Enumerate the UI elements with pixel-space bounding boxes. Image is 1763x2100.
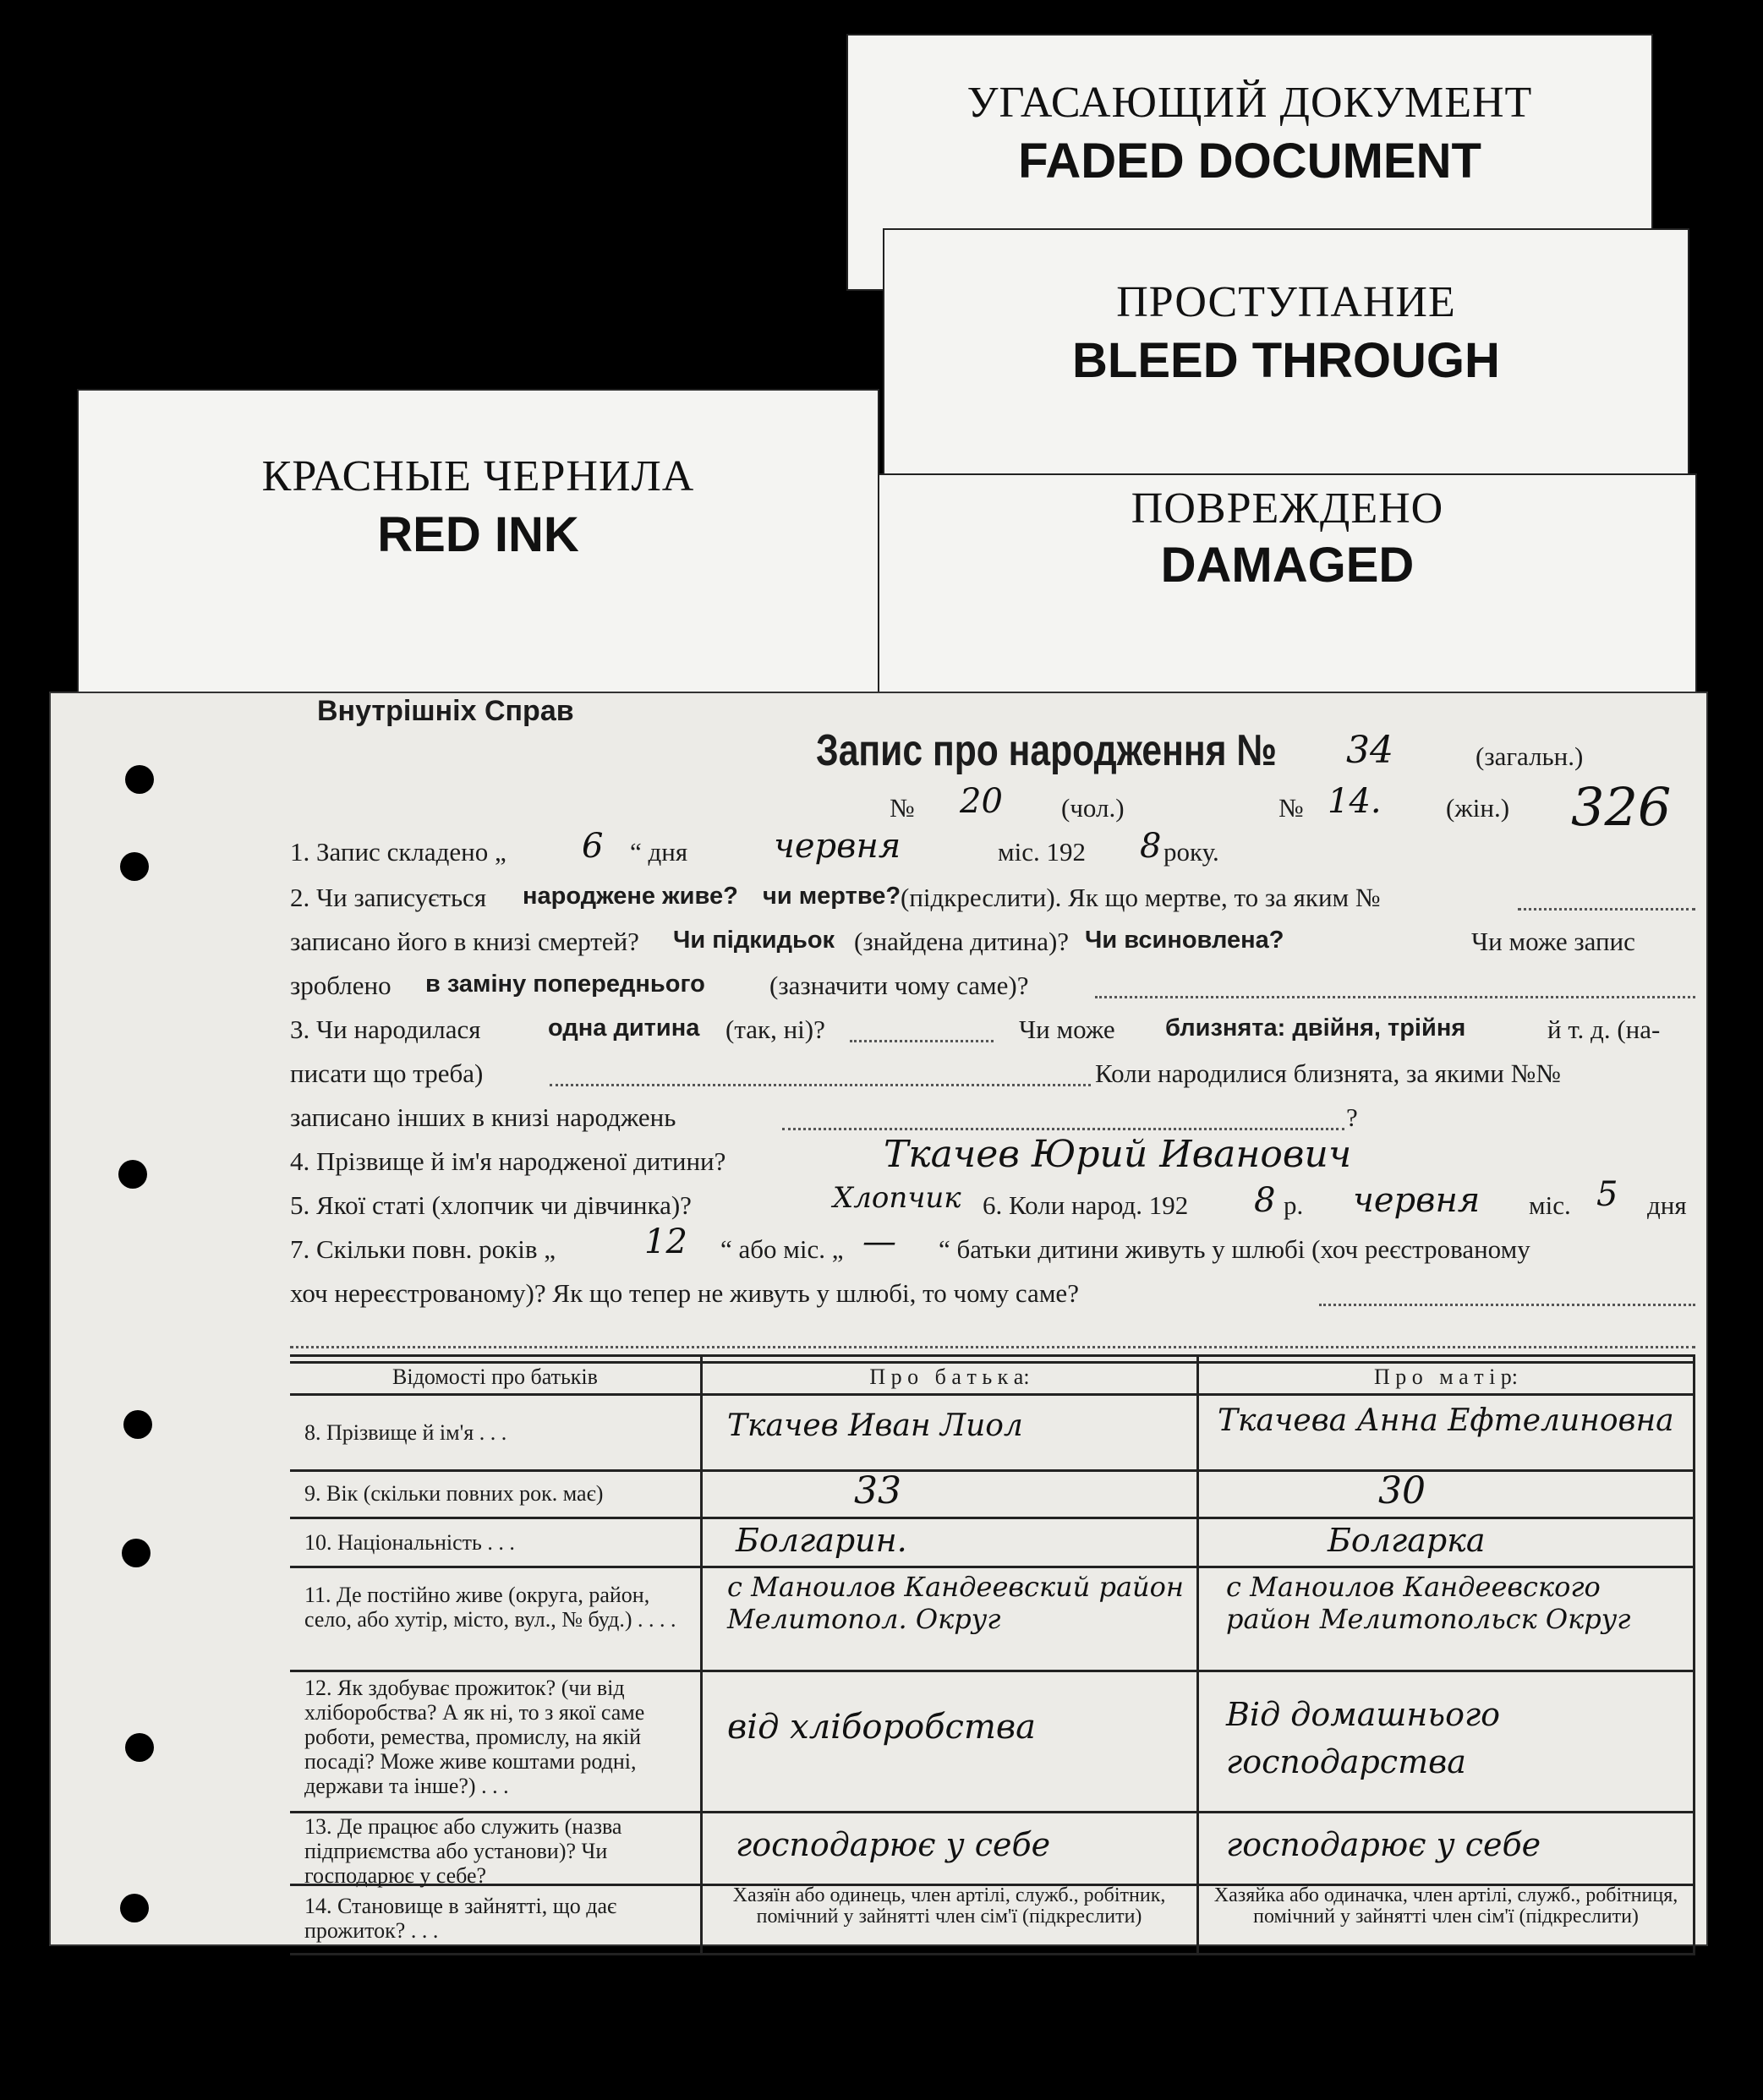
line4-text: (зазначити чому саме)? <box>769 971 1029 1000</box>
row-label-residence: 11. Де постійно живе (округа, район, село, або хутір, місто, вул., № буд.) . . . . <box>304 1583 676 1632</box>
blank-field-line <box>290 1346 1695 1348</box>
mother-name: Ткачева Анна Ефтелиновна <box>1218 1403 1674 1438</box>
line7-text: записано інших в книзі народжень <box>290 1102 676 1132</box>
mother-workplace: господарює у себе <box>1226 1826 1541 1863</box>
line5-text: (так, ні)? <box>725 1014 825 1044</box>
red-ink-label-card <box>79 391 878 729</box>
father-workplace: господарює у себе <box>736 1826 1051 1863</box>
line9-text: р. <box>1284 1190 1304 1220</box>
column-header-mother: П р о м а т і р: <box>1373 1364 1519 1389</box>
marriage-months: — <box>862 1222 896 1261</box>
line3-text: (знайдена дитина)? <box>854 927 1070 956</box>
damaged-label-card <box>879 475 1695 720</box>
punch-hole <box>118 1160 147 1189</box>
number-female: 14. <box>1328 782 1382 821</box>
line11-text: хоч нереєстрованому)? Як що тепер не живуть у шлюбі, то чому саме? <box>290 1278 1079 1308</box>
line2-dead: чи мертве? <box>763 883 901 910</box>
table-rule <box>290 1811 1695 1813</box>
line2-text: 2. Чи записується <box>290 883 487 912</box>
punch-hole <box>120 1894 149 1922</box>
record-day: 6 <box>582 827 604 866</box>
blank-field-line <box>850 1040 994 1042</box>
bleed-label-en: BLEED THROUGH <box>1072 333 1500 388</box>
column-header-parents: Відомості про батьків <box>392 1364 598 1389</box>
line2-alive: народжене живе? <box>523 883 738 910</box>
father-nationality: Болгарин. <box>736 1522 907 1559</box>
line5-text: й т. д. (на- <box>1547 1014 1661 1044</box>
margin-number: 326 <box>1571 776 1672 838</box>
row-label-age: 9. Вік (скільки повних рок. має) <box>304 1481 604 1506</box>
table-rule <box>290 1953 1695 1955</box>
number-general: 34 <box>1346 729 1393 772</box>
line8-text: 4. Прізвище й ім'я народженої дитини? <box>290 1146 726 1176</box>
line2-text: (підкреслити). Як що мертве, то за яким № <box>901 883 1381 912</box>
line9-text: міс. <box>1529 1190 1571 1220</box>
mother-livelihood: Від домашнього господарства <box>1226 1696 1501 1780</box>
table-rule <box>290 1393 1695 1396</box>
punch-hole <box>125 765 154 794</box>
male-suffix: (чол.) <box>1061 793 1125 823</box>
marriage-years: 12 <box>644 1222 687 1261</box>
blank-field-line <box>782 1128 1344 1130</box>
table-rule <box>290 1566 1695 1568</box>
punch-hole <box>122 1539 151 1567</box>
line3-foundling: Чи підкидьок <box>673 927 835 954</box>
line10-text: “ батьки дитини живуть у шлюбі (хоч реєстрованому <box>939 1234 1530 1264</box>
line9-text: дня <box>1647 1190 1687 1220</box>
punch-hole <box>125 1733 154 1762</box>
table-column-rule <box>1693 1354 1695 1953</box>
damaged-label-ru: ПОВРЕЖДЕНО <box>1131 484 1444 533</box>
general-suffix: (загальн.) <box>1476 741 1584 771</box>
line4-text: зроблено <box>290 971 391 1000</box>
line6-text: Коли народилися близнята, за якими №№ <box>1095 1058 1561 1088</box>
mother-nationality: Болгарка <box>1328 1522 1486 1559</box>
birth-month: червня <box>1353 1181 1481 1220</box>
male-no-sign: № <box>890 793 915 823</box>
line1-text: міс. 192 <box>998 837 1086 867</box>
blank-field-line <box>1095 996 1695 998</box>
table-rule <box>290 1361 1695 1364</box>
table-rule <box>290 1517 1695 1519</box>
table-column-rule <box>1196 1354 1199 1953</box>
faded-label-en: FADED DOCUMENT <box>1018 134 1481 189</box>
mother-age: 30 <box>1378 1469 1426 1512</box>
birth-year-digit: 8 <box>1254 1181 1276 1220</box>
row-label-occupation-status: 14. Становище в зайнятті, що дає прожиток? . . . <box>304 1894 617 1943</box>
birth-day: 5 <box>1596 1175 1618 1214</box>
blank-field-line <box>1518 908 1695 911</box>
line1-text: 1. Запис складено „ <box>290 837 506 867</box>
blank-field-line <box>550 1084 1091 1086</box>
line1-text: року. <box>1163 837 1219 867</box>
line5-twins: близнята: двійня, трійня <box>1165 1014 1466 1042</box>
father-residence: с Маноилов Кандеевский район Мелитопол. Округ <box>727 1571 1184 1635</box>
mother-residence: с Маноилов Кандеевского район Мелитопольск Округ <box>1226 1571 1631 1635</box>
punch-hole <box>123 1410 152 1439</box>
column-header-father: П р о б а т ь к а: <box>869 1364 1030 1389</box>
line3-text: записано його в книзі смертей? <box>290 927 639 956</box>
bleed-through-label-card <box>884 230 1688 484</box>
line9-text: 6. Коли народ. 192 <box>983 1190 1189 1220</box>
line9-text: 5. Якої статі (хлопчик чи дівчинка)? <box>290 1190 692 1220</box>
red-label-ru: КРАСНЫЕ ЧЕРНИЛА <box>261 452 695 500</box>
line10-text: “ або міс. „ <box>720 1234 844 1264</box>
ministry-header: Внутрішніх Справ <box>317 695 574 727</box>
number-male: 20 <box>960 782 1003 821</box>
bleed-label-ru: ПРОСТУПАНИЕ <box>1116 278 1456 326</box>
child-sex: Хлопчик <box>833 1181 961 1215</box>
row-label-livelihood: 12. Як здобуває прожиток? (чи від хліборобства? А як ні, то з якої саме роботи, ремества, промислу, на якій посаді? Може живе коштами родні, держави та інше?) . . . <box>304 1676 645 1798</box>
row-label-workplace: 13. Де працює або служить (назва підприємства або установи)? Чи господарює у себе? <box>304 1814 622 1888</box>
line1-text: “ дня <box>630 837 688 867</box>
row-label-name: 8. Прізвище й ім'я . . . <box>304 1420 507 1445</box>
table-rule <box>290 1469 1695 1472</box>
female-no-sign: № <box>1278 793 1304 823</box>
line7-text: ? <box>1346 1102 1358 1132</box>
mother-occupation-status: Хазяйка або одиначка, член артілі, служб., робітниця, помічний у зайнятті член сім'ї (підкреслити) <box>1213 1884 1678 1928</box>
father-occupation-status: Хазяїн або одинець, член артілі, служб., робітник, помічний у зайнятті член сім'ї (підкреслити) <box>732 1884 1166 1928</box>
line3-adopted: Чи всиновлена? <box>1085 927 1284 954</box>
record-month: червня <box>774 827 901 866</box>
row-label-nationality: 10. Національність . . . <box>304 1530 515 1555</box>
line5-text: 3. Чи народилася <box>290 1014 481 1044</box>
line5-text: Чи може <box>1019 1014 1115 1044</box>
line4-replacement: в заміну попереднього <box>425 971 705 998</box>
record-title: Запис про народження № <box>816 726 1277 775</box>
line5-single: одна дитина <box>548 1014 700 1042</box>
father-age: 33 <box>854 1469 901 1512</box>
damaged-label-en: DAMAGED <box>1160 538 1415 593</box>
blank-field-line <box>1319 1304 1695 1306</box>
line6-text: писати що треба) <box>290 1058 484 1088</box>
table-column-rule <box>700 1354 703 1953</box>
table-rule <box>290 1354 1695 1357</box>
father-name: Ткачев Иван Лиол <box>727 1408 1023 1443</box>
punch-hole <box>120 852 149 881</box>
faded-label-ru: УГАСАЮЩИЙ ДОКУМЕНТ <box>966 79 1533 127</box>
record-year-digit: 8 <box>1140 827 1162 866</box>
table-rule <box>290 1670 1695 1672</box>
line10-text: 7. Скільки повн. років „ <box>290 1234 556 1264</box>
father-livelihood: від хліборобства <box>727 1708 1037 1747</box>
line3-text: Чи може запис <box>1471 927 1635 956</box>
red-label-en: RED INK <box>377 507 579 562</box>
child-name: Ткачев Юрий Иванович <box>884 1133 1352 1176</box>
female-suffix: (жін.) <box>1446 793 1510 823</box>
